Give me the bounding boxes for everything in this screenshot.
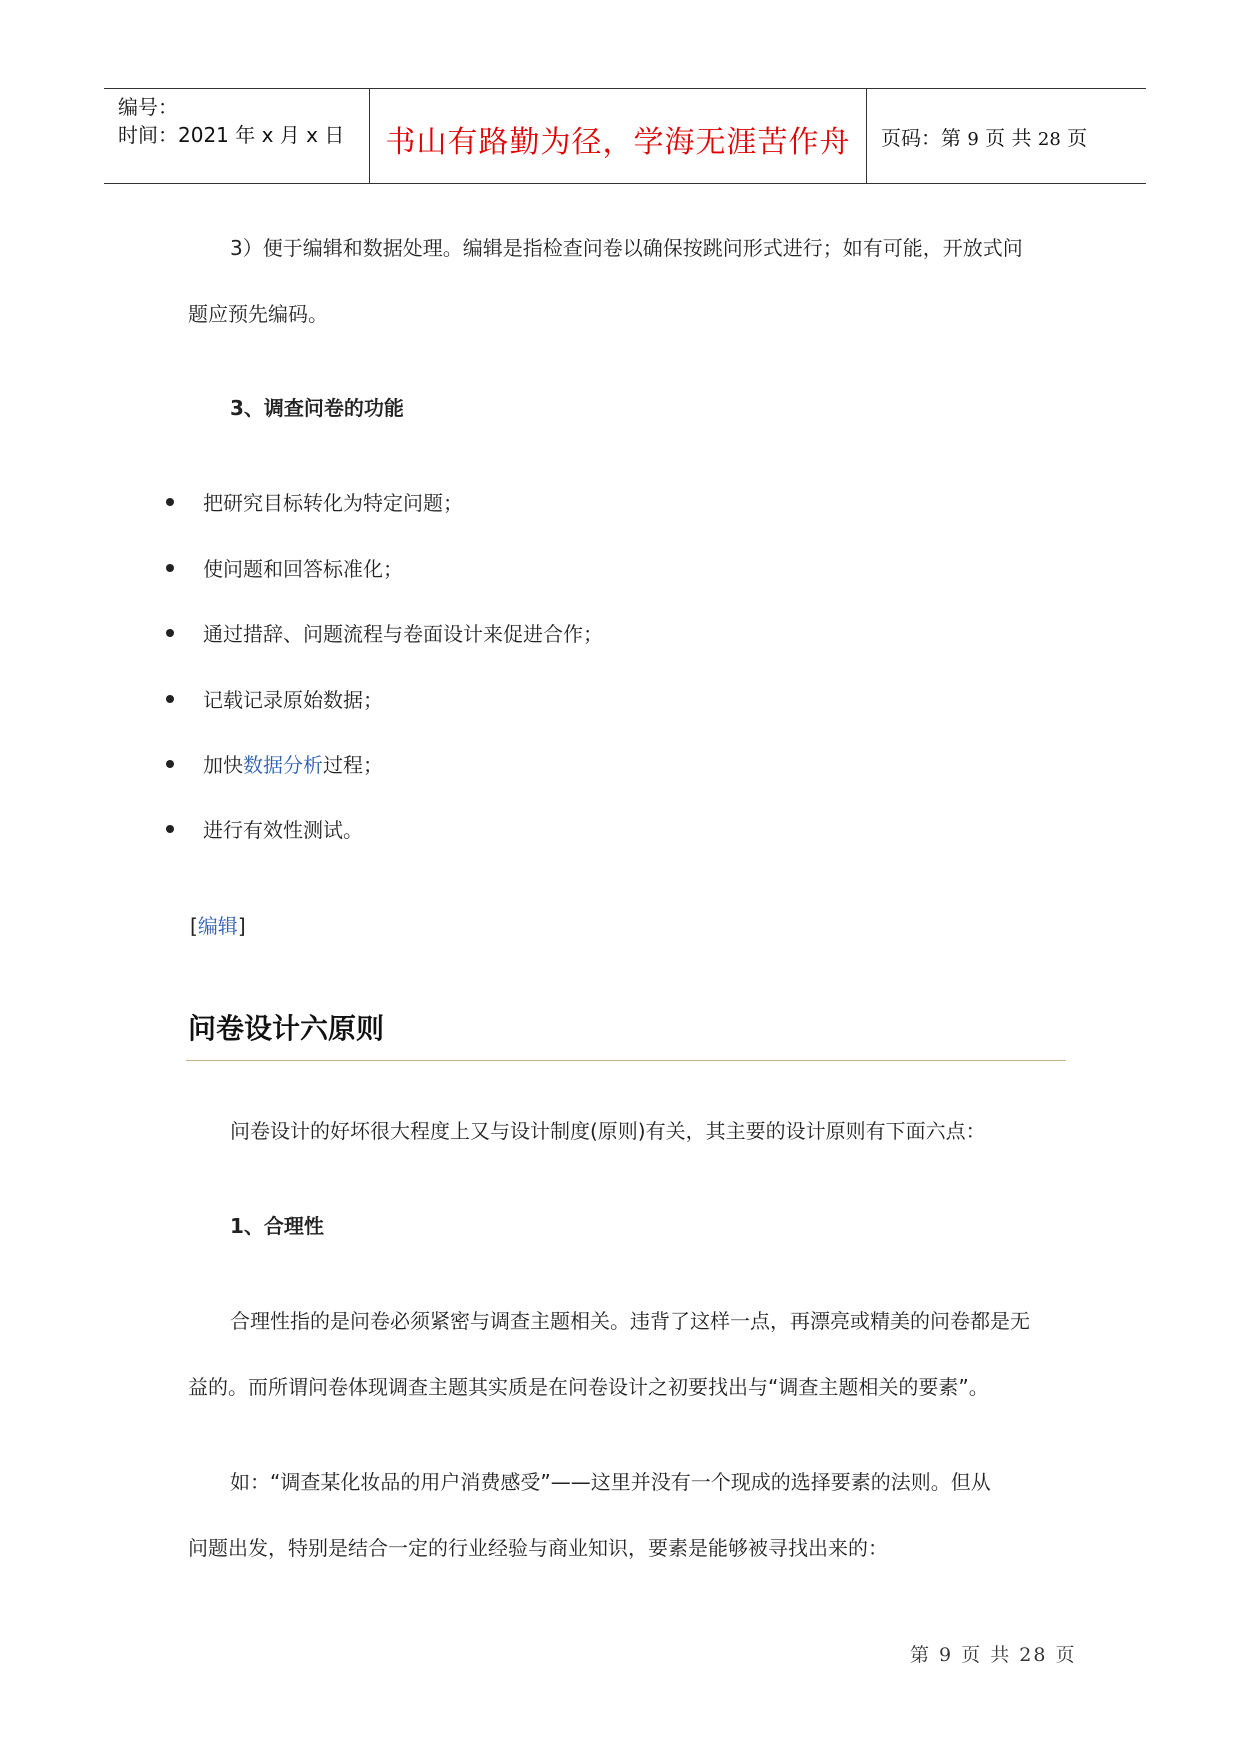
data-analysis-link[interactable]: 数据分析: [243, 753, 323, 777]
section3-heading: 3、调查问卷的功能: [230, 396, 404, 420]
list-item: 使问题和回答标准化；: [203, 557, 403, 581]
page-current: 9: [967, 129, 979, 150]
bullet-dot: [166, 498, 174, 506]
page-number-label: [881, 122, 1087, 151]
edit-link[interactable]: 编辑: [197, 914, 238, 938]
list-item: 把研究目标转化为特定问题；: [203, 491, 463, 515]
bullet-dot: [166, 825, 174, 833]
page-header: [104, 88, 1146, 184]
intro-paragraph: 问卷设计的好坏很大程度上又与设计制度(原则)有关，其主要的设计原则有下面六点：: [230, 1119, 986, 1143]
bracket-close: ]: [237, 914, 246, 938]
bullet-dot: [166, 564, 174, 572]
page-footer: 第 9 页 共 28 页: [910, 1644, 1077, 1666]
time-label: 时间：2021 年 x 月 x 日: [118, 123, 345, 147]
para3-line1: 如：“调查某化妆品的用户消费感受”——这里并没有一个现成的选择要素的法则。但从: [230, 1470, 991, 1494]
list-item: [203, 749, 383, 778]
page-mid: 页 共: [985, 126, 1032, 150]
edit-section-link: [190, 910, 246, 939]
heading-divider: [186, 1060, 1066, 1061]
number-label: 编号：: [118, 95, 178, 119]
list-item-text: 过程；: [323, 753, 383, 777]
bullet-dot: [166, 629, 174, 637]
para2-line1: 合理性指的是问卷必须紧密与调查主题相关。违背了这样一点，再漂亮或精美的问卷都是无: [230, 1309, 1030, 1333]
para1-line1: 3）便于编辑和数据处理。编辑是指检查问卷以确保按跳问形式进行；如有可能，开放式问: [230, 236, 1023, 260]
page-suffix: 页: [1067, 126, 1088, 150]
section-heading: 问卷设计六原则: [188, 1012, 385, 1045]
list-item-text: 加快: [203, 753, 243, 777]
page-prefix: 页码：第: [881, 126, 961, 150]
bullet-dot: [166, 760, 174, 768]
para1-line2: 题应预先编码。: [188, 302, 328, 326]
para3-line2: 问题出发，特别是结合一定的行业经验与商业知识，要素是能够被寻找出来的：: [188, 1536, 888, 1560]
bracket-open: [: [190, 914, 198, 938]
page-total: 28: [1037, 129, 1061, 150]
header-page-cell: [867, 89, 1146, 183]
header-left-cell: [104, 89, 370, 183]
motto: 书山有路勤为径，学海无涯苦作舟: [385, 125, 851, 160]
list-item: 进行有效性测试。: [203, 818, 363, 842]
list-item: 记载记录原始数据；: [203, 688, 383, 712]
para2-line2: 益的。而所谓问卷体现调查主题其实质是在问卷设计之初要找出与“调查主题相关的要素”。: [188, 1375, 989, 1399]
bullet-dot: [166, 695, 174, 703]
principle1-heading: 1、合理性: [230, 1214, 324, 1238]
list-item: 通过措辞、问题流程与卷面设计来促进合作；: [203, 622, 603, 646]
header-motto-cell: [370, 89, 867, 183]
